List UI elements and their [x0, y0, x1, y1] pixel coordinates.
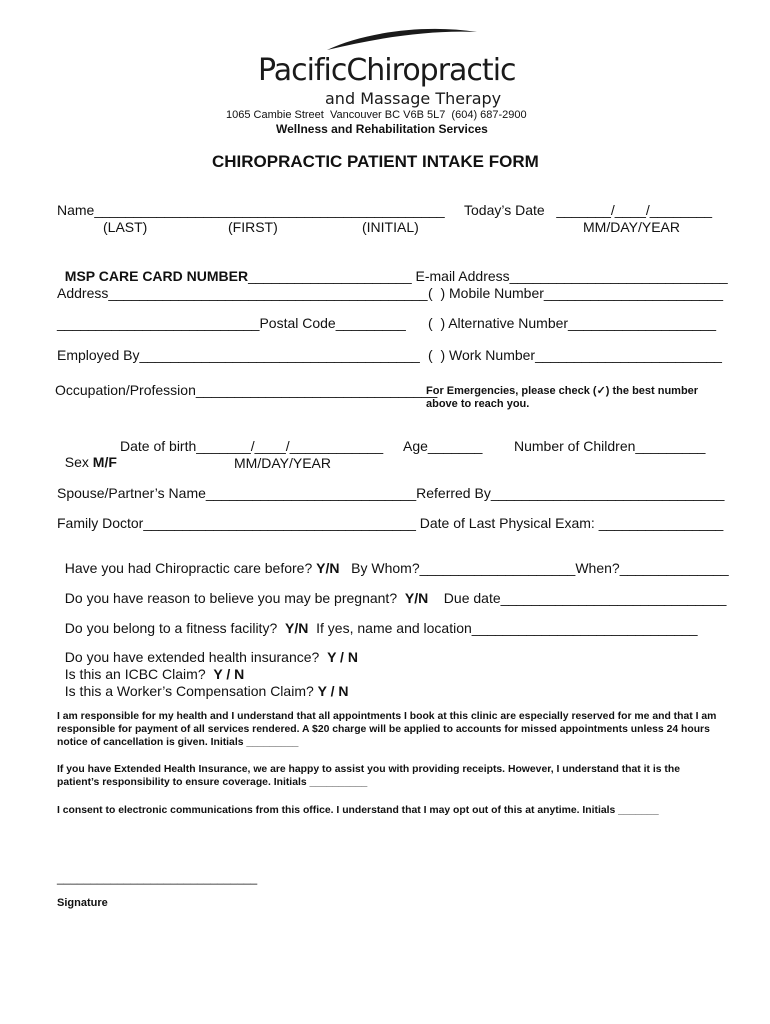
fitness-question[interactable]	[57, 604, 698, 636]
signature-label: Signature	[57, 897, 108, 909]
msp-label: MSP CARE CARD NUMBER	[64, 268, 249, 284]
todays-date-field[interactable]: Today’s Date _______/____/________	[464, 202, 713, 218]
spouse-referred-field[interactable]: Spouse/Partner’s Name___________________________Referred By______________________________	[57, 485, 725, 501]
dob-format-label: MM/DAY/YEAR	[234, 455, 331, 471]
icbc-question-text: Is this an ICBC Claim?	[64, 666, 214, 682]
due-date-field[interactable]: Due date_____________________________	[428, 590, 727, 606]
msp-email-line[interactable]: _____________________ E-mail Address____________________________	[248, 268, 728, 284]
ext-question-text: Do you have extended health insurance?	[64, 649, 328, 665]
emergency-note-line2: above to reach you.	[426, 398, 530, 410]
chiro-yes-no[interactable]: Y/N	[316, 560, 340, 576]
pregnancy-question-text: Do you have reason to believe you may be pregnant?	[64, 590, 405, 606]
pregnancy-question[interactable]	[57, 574, 726, 606]
fitness-yes-no[interactable]: Y/N	[285, 620, 309, 636]
emergency-note-line1: For Emergencies, please check (✓) the best number	[426, 385, 699, 397]
sex-label: Sex	[64, 454, 93, 470]
insurance-paragraph: If you have Extended Health Insurance, we are happy to assist you with providing receipts. However, I understand that it is the patient’s responsibility to ensure coverage. Initials __________	[57, 764, 681, 788]
responsibility-paragraph: I am responsible for my health and I understand that all appointments I book at this clinic are especially reserved for me and that I am responsible for payment of all services rendered. A $20 charge will be applied to accounts for missed appointments unless 24 hours notice of cancellation is given. Initials _________	[57, 711, 717, 748]
sex-options[interactable]: M/F	[92, 454, 117, 470]
msp-email-row[interactable]	[57, 252, 728, 284]
family-doctor-field[interactable]: Family Doctor___________________________________ Date of Last Physical Exam: ________________	[57, 515, 724, 531]
form-title: CHIROPRACTIC PATIENT INTAKE FORM	[212, 152, 539, 171]
logo-text: PacificChiropractic	[258, 53, 516, 88]
ext-yes-no[interactable]: Y / N	[327, 649, 358, 665]
wcb-claim-question[interactable]	[57, 667, 349, 699]
address-field[interactable]: Address_________________________________________	[57, 285, 428, 301]
signature-line[interactable]: ______________________________	[57, 871, 258, 885]
clinic-address: 1065 Cambie Street Vancouver BC V6B 5L7 (604) 687-2900	[226, 109, 527, 121]
fitness-question-text: Do you belong to a fitness facility?	[64, 620, 286, 636]
alternative-number-field[interactable]: ( ) Alternative Number___________________	[428, 315, 716, 331]
date-format-label: MM/DAY/YEAR	[583, 219, 680, 235]
wcb-yes-no[interactable]: Y / N	[317, 683, 349, 699]
employed-by-field[interactable]: Employed By____________________________________	[57, 347, 420, 363]
date-of-birth-field[interactable]: Date of birth_______/____/____________	[120, 438, 384, 454]
clinic-tagline: Wellness and Rehabilitation Services	[276, 122, 488, 136]
wcb-question-text: Is this a Worker’s Compensation Claim?	[64, 683, 318, 699]
number-of-children-field[interactable]: Number of Children_________	[514, 438, 706, 454]
work-number-field[interactable]: ( ) Work Number________________________	[428, 347, 722, 363]
name-first-label: (FIRST)	[228, 219, 278, 235]
age-field[interactable]: Age_______	[403, 438, 483, 454]
logo-subtext: and Massage Therapy	[325, 89, 502, 108]
chiro-question-text: Have you had Chiropractic care before?	[64, 560, 317, 576]
chiropractic-care-question[interactable]	[57, 544, 729, 576]
chiro-by-whom-when[interactable]: By Whom?____________________When?______________	[339, 560, 729, 576]
occupation-field[interactable]: Occupation/Profession_______________________________	[55, 382, 438, 398]
name-field[interactable]: Name_____________________________________________	[57, 202, 445, 218]
name-last-label: (LAST)	[103, 219, 148, 235]
mobile-number-field[interactable]: ( ) Mobile Number_______________________	[428, 285, 723, 301]
logo-swoosh	[325, 26, 485, 56]
consent-paragraph: I consent to electronic communications from this office. I understand that I may opt out of this at anytime. Initials _______	[57, 805, 659, 816]
name-initial-label: (INITIAL)	[362, 219, 419, 235]
sex-field[interactable]	[57, 438, 117, 470]
postal-code-field[interactable]: __________________________Postal Code_________	[57, 315, 406, 331]
fitness-name-location[interactable]: If yes, name and location_____________________________	[308, 620, 698, 636]
icbc-yes-no[interactable]: Y / N	[213, 666, 245, 682]
pregnancy-yes-no[interactable]: Y/N	[404, 590, 429, 606]
